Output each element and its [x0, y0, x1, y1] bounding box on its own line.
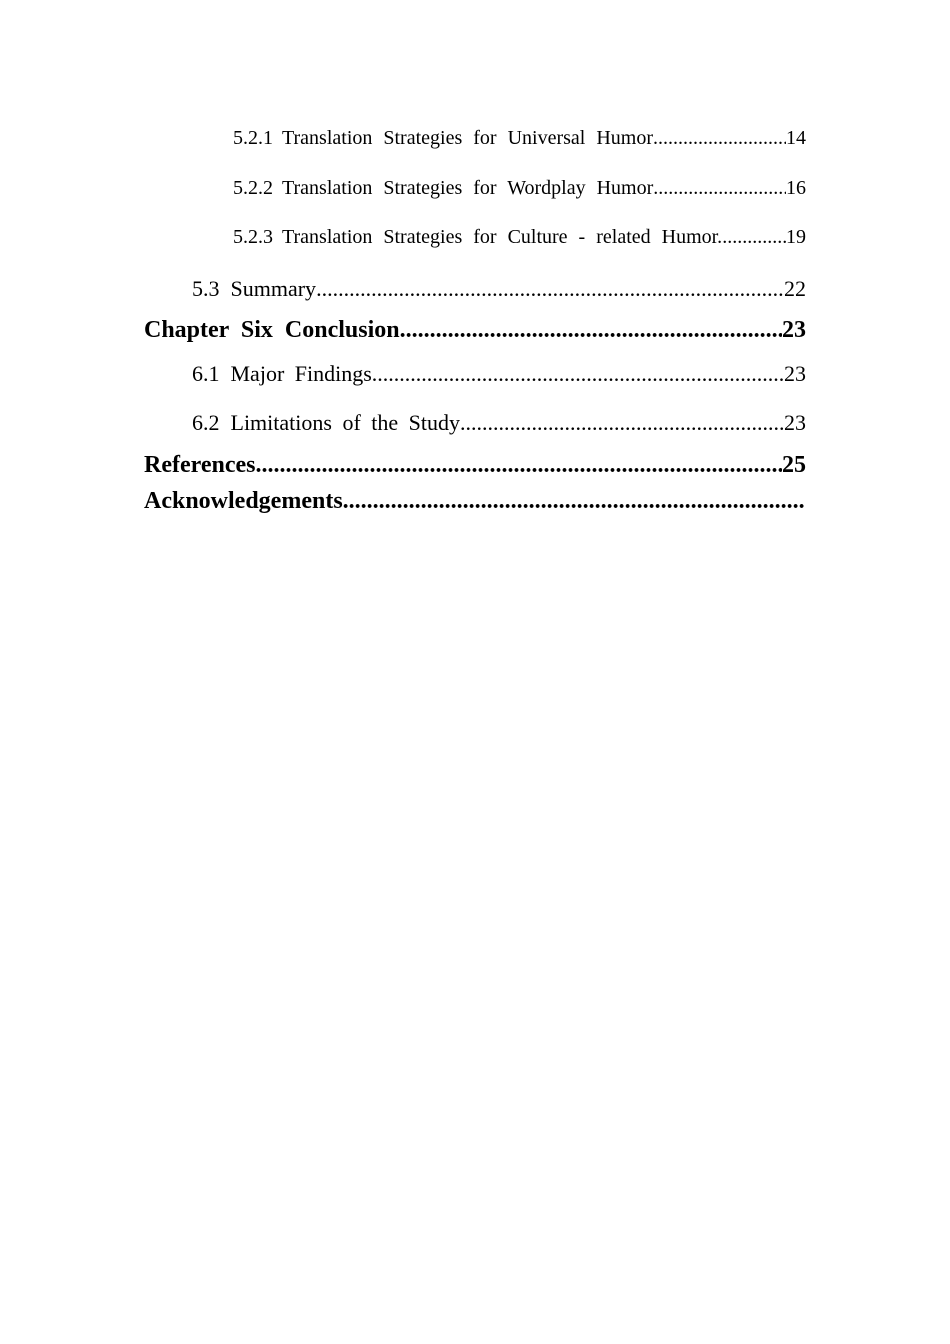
toc-dot-leader — [653, 127, 786, 150]
toc-dot-leader — [460, 410, 784, 436]
toc-entry-title: Limitations of the Study — [230, 410, 460, 435]
toc-entry-title: Acknowledgements — [144, 488, 343, 514]
toc-page-number: 23 — [784, 410, 806, 435]
toc-dot-leader — [722, 226, 786, 249]
toc-page-number: 16 — [786, 177, 806, 199]
toc-entry-number: 6.2 — [192, 410, 220, 435]
toc-page-number: 23 — [782, 317, 806, 343]
toc-page-number: 14 — [786, 127, 806, 149]
toc-dot-leader — [372, 361, 784, 387]
toc-entry-5-2-3[interactable] — [233, 226, 806, 249]
toc-entry-title: References — [144, 452, 256, 478]
toc-entry-chapter-six[interactable] — [144, 317, 806, 344]
toc-entry-title: Summary — [230, 276, 317, 301]
toc-entry-title: Translation Strategies for Culture - related Humor. — [282, 226, 723, 248]
toc-page-number: 19 — [786, 226, 806, 248]
toc-entry-acknowledgements[interactable] — [144, 488, 804, 515]
toc-entry-title: Translation Strategies for Wordplay Humor — [282, 177, 654, 199]
toc-entry-title: Chapter Six Conclusion — [144, 317, 400, 343]
toc-entry-title: Translation Strategies for Universal Humor — [282, 127, 653, 149]
toc-dot-leader — [256, 452, 783, 479]
toc-entry-number: 6.1 — [192, 361, 220, 386]
toc-entry-number: 5.3 — [192, 276, 220, 301]
toc-entry-5-2-2[interactable] — [233, 177, 806, 200]
toc-page-number: 23 — [784, 361, 806, 386]
toc-entry-number: 5.2.3 — [233, 226, 273, 248]
toc-entry-references[interactable] — [144, 452, 806, 479]
toc-dot-leader — [343, 488, 804, 515]
toc-entry-6-1[interactable] — [192, 361, 806, 387]
toc-entry-5-3[interactable] — [192, 276, 806, 302]
toc-page-number: 22 — [784, 276, 806, 301]
toc-dot-leader — [400, 317, 782, 344]
toc-dot-leader — [653, 177, 786, 200]
toc-dot-leader — [316, 276, 784, 302]
toc-page-number: 25 — [782, 452, 806, 478]
toc-entry-number: 5.2.2 — [233, 177, 273, 199]
toc-entry-6-2[interactable] — [192, 410, 806, 436]
toc-entry-5-2-1[interactable] — [233, 127, 806, 150]
toc-entry-number: 5.2.1 — [233, 127, 273, 149]
toc-entry-title: Major Findings — [230, 361, 372, 386]
